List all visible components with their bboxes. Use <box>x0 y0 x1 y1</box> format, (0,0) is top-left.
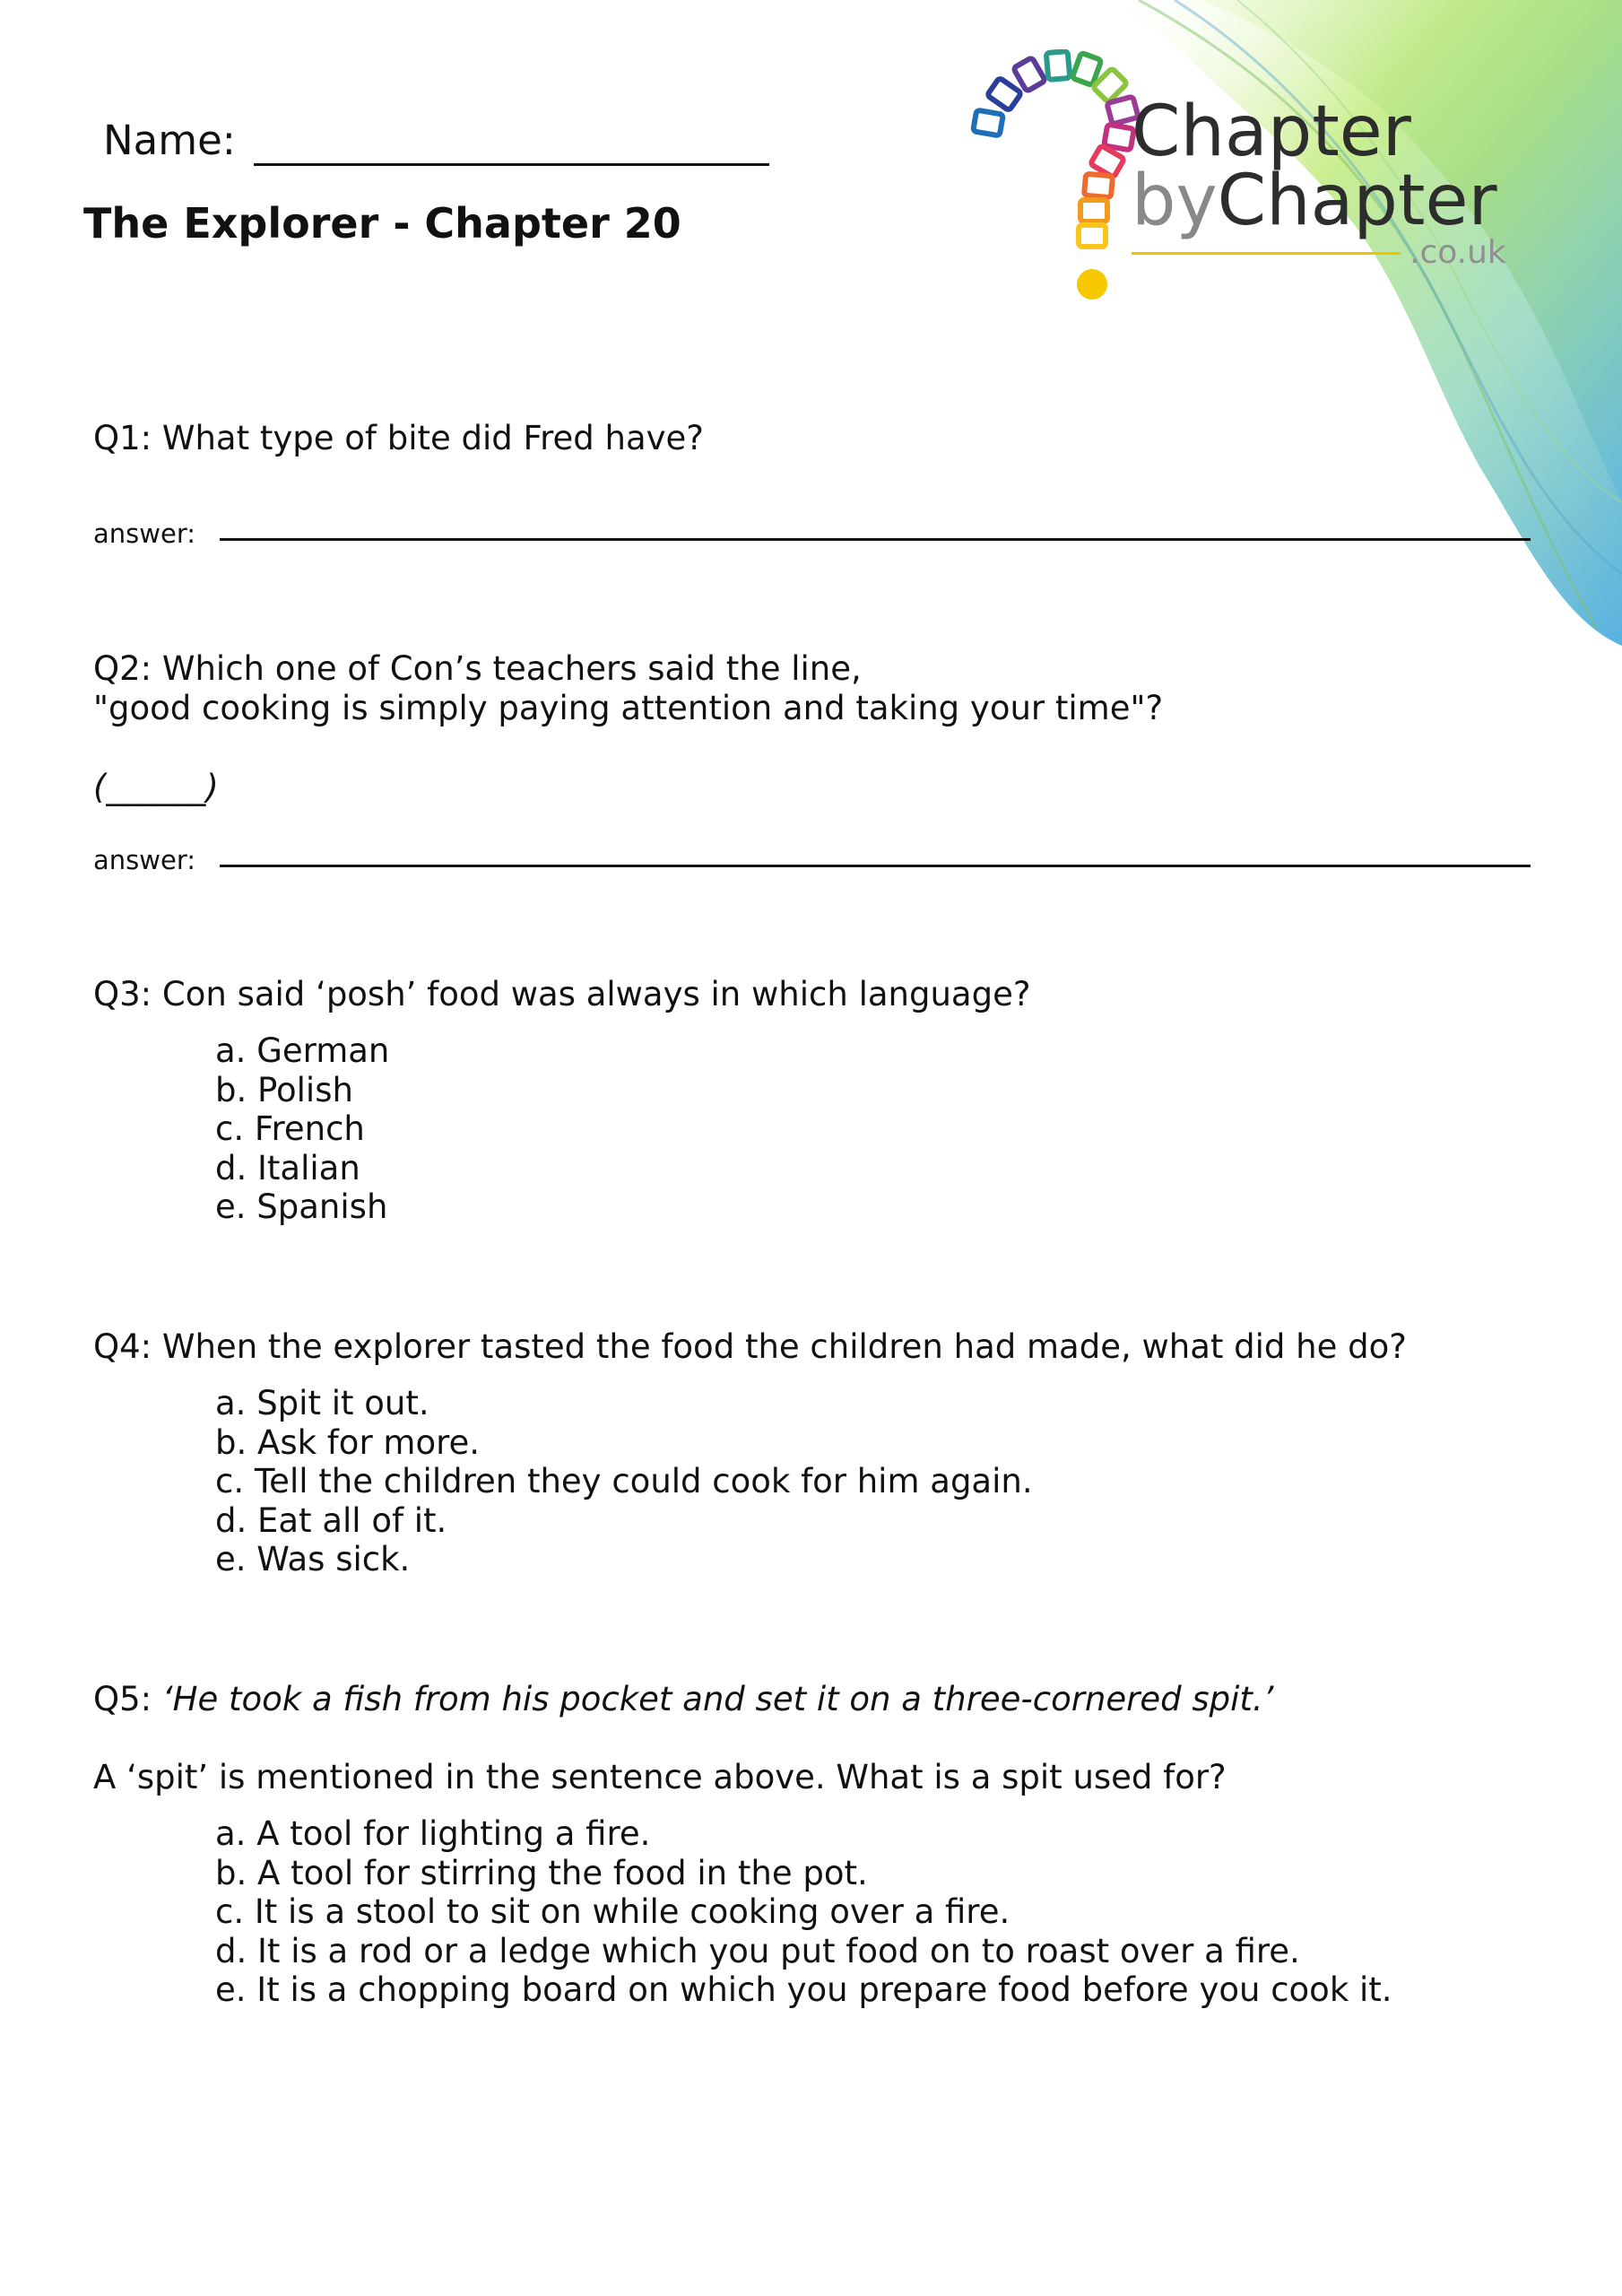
logo-book-icon <box>1080 200 1107 222</box>
q3-options <box>215 1031 389 1227</box>
q3-option[interactable]: d. Italian <box>215 1148 360 1187</box>
question-3: Q3: Con said ‘posh’ food was always in which language? <box>93 975 1031 1013</box>
logo-book-icon <box>987 78 1021 111</box>
logo-book-icon <box>1084 174 1113 198</box>
q3-option[interactable]: a. German <box>215 1031 390 1070</box>
q5-option[interactable]: c. It is a stool to sit on while cooking over a fire. <box>215 1892 1010 1931</box>
q4-options <box>215 1384 1033 1579</box>
q5-option[interactable]: d. It is a rod or a ledge which you put food on to roast over a fire. <box>215 1931 1300 1970</box>
logo-dot-icon <box>1077 269 1107 300</box>
q5-prefix: Q5: <box>93 1680 162 1718</box>
question-5-quote-line <box>93 1680 1273 1718</box>
logo-domain: .co.uk <box>1409 234 1506 271</box>
q5-options <box>215 1814 1392 2010</box>
logo-wordmark-by: by <box>1132 161 1218 241</box>
q4-option[interactable]: d. Eat all of it. <box>215 1500 447 1540</box>
q4-option[interactable]: e. Was sick. <box>215 1540 411 1578</box>
logo-wordmark-bychapter <box>1132 161 1497 241</box>
q4-option[interactable]: c. Tell the children they could cook for him again. <box>215 1462 1033 1500</box>
logo-wordmark-chapter: Chapter <box>1132 91 1411 172</box>
q2-blank: (______) <box>93 768 219 806</box>
logo-book-icon <box>1013 57 1045 91</box>
q1-answer-line[interactable] <box>220 538 1531 541</box>
question-2-line-2: "good cooking is simply paying attention and taking your time"? <box>93 689 1164 727</box>
question-1: Q1: What type of bite did Fred have? <box>93 419 704 457</box>
question-2-line-1: Q2: Which one of Con’s teachers said the line, <box>93 649 862 688</box>
q3-option[interactable]: c. French <box>215 1109 365 1148</box>
q5-option[interactable]: b. A tool for stirring the food in the pot. <box>215 1853 868 1892</box>
q1-answer-label: answer: <box>93 518 196 549</box>
logo-wordmark-chapter-2: Chapter <box>1217 161 1497 241</box>
q5-option[interactable]: a. A tool for lighting a fire. <box>215 1814 651 1853</box>
worksheet-title: The Explorer - Chapter 20 <box>83 199 681 248</box>
q2-answer-label: answer: <box>93 845 196 875</box>
logo-book-icon <box>973 110 1003 136</box>
q5-quote: ‘He took a fish from his pocket and set it on a three-cornered spit.’ <box>161 1680 1274 1718</box>
q5-option[interactable]: e. It is a chopping board on which you prepare food before you cook it. <box>215 1970 1392 2009</box>
question-4: Q4: When the explorer tasted the food the children had made, what did he do? <box>93 1327 1407 1366</box>
logo-book-icon <box>1079 225 1106 247</box>
logo-underline <box>1132 252 1401 255</box>
logo-book-icon <box>1046 51 1071 80</box>
q4-option[interactable]: a. Spit it out. <box>215 1384 429 1422</box>
q4-option[interactable]: b. Ask for more. <box>215 1422 481 1462</box>
q2-answer-line[interactable] <box>220 865 1531 867</box>
q3-option[interactable]: e. Spanish <box>215 1187 388 1226</box>
logo-book-icon <box>1104 125 1134 151</box>
name-label: Name: <box>103 117 236 164</box>
q3-option[interactable]: b. Polish <box>215 1070 353 1109</box>
question-5: A ‘spit’ is mentioned in the sentence above. What is a spit used for? <box>93 1758 1227 1796</box>
name-input-line[interactable] <box>254 163 769 166</box>
